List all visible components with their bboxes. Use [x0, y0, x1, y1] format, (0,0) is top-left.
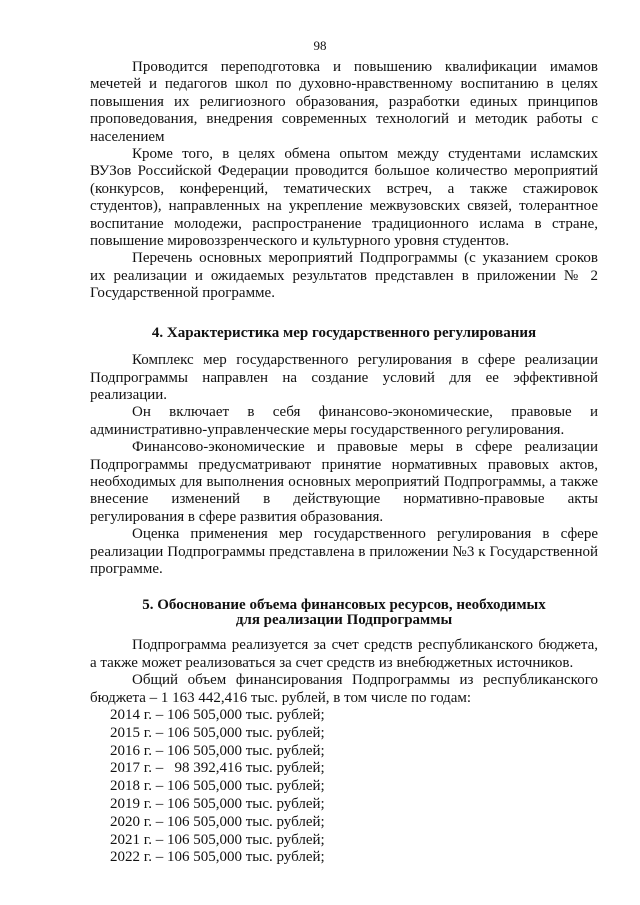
list-item: 2015 г. – 106 505,000 тыс. рублей;	[110, 724, 325, 741]
paragraph: Подпрограмма реализуется за счет средств республиканского бюджета, а также может реализоваться за счет средств из внебюджетных источников.	[90, 637, 598, 671]
paragraph: Он включает в себя финансово-экономические, правовые и административно-управленческие меры государственного регулирования.	[90, 404, 598, 438]
list-item: 2019 г. – 106 505,000 тыс. рублей;	[110, 795, 325, 812]
section-5-heading-block	[90, 598, 598, 628]
list-item: 2022 г. – 106 505,000 тыс. рублей;	[110, 849, 325, 866]
list-item: 2014 г. – 106 505,000 тыс. рублей;	[110, 707, 325, 723]
paragraph: Перечень основных мероприятий Подпрограммы (с указанием сроков их реализации и ожидаемых результатов представлен в приложении № 2 Государственной программе.	[90, 250, 598, 302]
list-item: 2017 г. – 98 392,416 тыс. рублей;	[110, 760, 325, 777]
paragraph: Комплекс мер государственного регулирования в сфере реализации Подпрограммы направлен на создание условий для ее эффективной реализации.	[90, 352, 598, 403]
section-4-heading-block	[90, 325, 598, 342]
paragraph: Общий объем финансирования Подпрограммы из республиканского бюджета – 1 163 442,416 тыс. рублей, в том числе по годам:	[90, 672, 598, 706]
section-4-heading: 4. Характеристика мер государственного регулирования	[151, 324, 537, 341]
section-5-heading-line-1: 5. Обоснование объема финансовых ресурсов, необходимых	[142, 597, 546, 614]
paragraph: Оценка применения мер государственного регулирования в сфере реализации Подпрограммы представлена в приложении №3 к Государственной программе.	[90, 526, 598, 577]
section-5-heading-line-2: для реализации Подпрограммы	[235, 612, 453, 629]
list-item: 2018 г. – 106 505,000 тыс. рублей;	[110, 778, 325, 795]
list-item: 2016 г. – 106 505,000 тыс. рублей;	[110, 742, 325, 759]
paragraph: Кроме того, в целях обмена опытом между студентами исламских ВУЗов Российской Федерации проводится большое количество мероприятий (конкурсов, конференций, тематических встреч, а также стажировок студентов), направленных на укрепление межвузовских связей, толерантное воспитание молодежи, распространение традиционного ислама в стране, повышение мировоззренческого и культурного уровня студентов.	[90, 146, 598, 250]
page-content	[90, 59, 598, 867]
list-item: 2021 г. – 106 505,000 тыс. рублей;	[110, 831, 325, 848]
paragraph: Проводится переподготовка и повышению квалификации имамов мечетей и педагогов школ по духовно-нравственному воспитанию в целях повышения их религиозного образования, разработки единых принципов проповедования, внедрения современных технологий и методик работы с населением	[90, 59, 598, 145]
list-item: 2020 г. – 106 505,000 тыс. рублей;	[110, 813, 325, 830]
funding-by-year-list	[90, 707, 598, 867]
page-number: 98	[313, 38, 327, 53]
paragraph: Финансово-экономические и правовые меры в сфере реализации Подпрограммы предусматривают принятие нормативных правовых актов, необходимых для выполнения основных мероприятий Подпрограммы, а также внесение изменений в действующие нормативно-правовые акты регулирования в сфере развития образования.	[90, 439, 598, 525]
